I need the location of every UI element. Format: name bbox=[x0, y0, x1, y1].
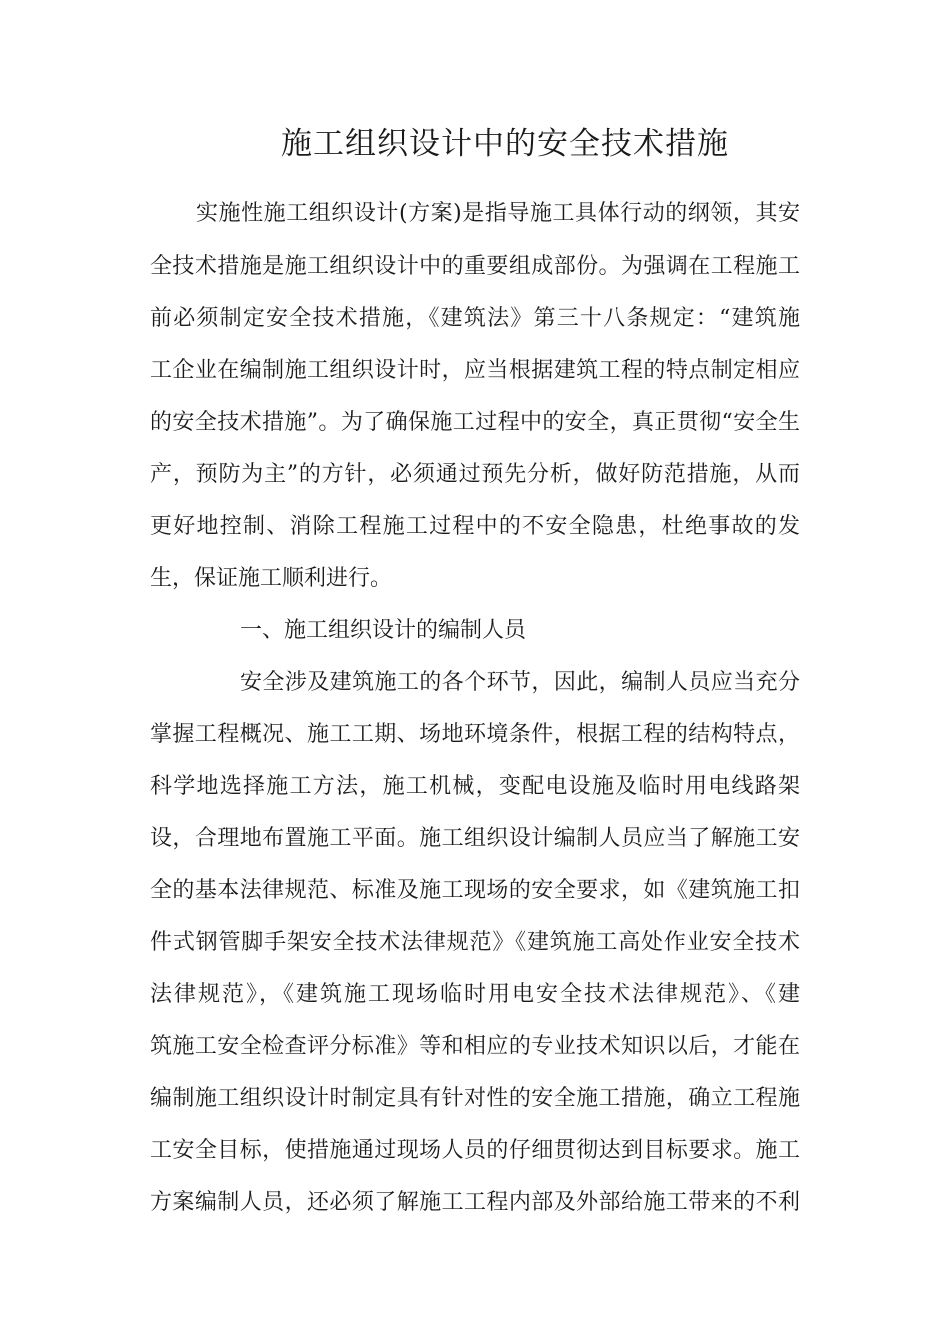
paragraph-line: 更好地控制、消除工程施工过程中的不安全隐患，杜绝事故的发 bbox=[150, 514, 800, 539]
paragraph-line: 科学地选择施工方法，施工机械，变配电设施及临时用电线路架 bbox=[150, 774, 800, 799]
paragraph-line: 全技术措施是施工组织设计中的重要组成部份。为强调在工程施工 bbox=[150, 254, 800, 279]
paragraph-line: 产，预防为主”的方针，必须通过预先分析，做好防范措施，从而 bbox=[150, 462, 800, 487]
section-heading: 一、施工组织设计的编制人员 bbox=[240, 618, 527, 643]
paragraph-line: 掌握工程概况、施工工期、场地环境条件，根据工程的结构特点， bbox=[150, 722, 800, 747]
paragraph-line: 件式钢管脚手架安全技术法律规范》《建筑施工高处作业安全技术 bbox=[150, 930, 800, 955]
paragraph-line: 设，合理地布置施工平面。施工组织设计编制人员应当了解施工安 bbox=[150, 826, 800, 851]
paragraph-line: 工企业在编制施工组织设计时，应当根据建筑工程的特点制定相应 bbox=[150, 358, 800, 383]
paragraph-line: 工安全目标，使措施通过现场人员的仔细贯彻达到目标要求。施工 bbox=[150, 1138, 800, 1163]
paragraph-line: 生，保证施工顺利进行。 bbox=[150, 566, 393, 591]
paragraph-line: 全的基本法律规范、标准及施工现场的安全要求，如《建筑施工扣 bbox=[150, 878, 800, 903]
paragraph-line: 安全涉及建筑施工的各个环节，因此，编制人员应当充分 bbox=[240, 670, 800, 695]
paragraph-line: 编制施工组织设计时制定具有针对性的安全施工措施，确立工程施 bbox=[150, 1086, 800, 1111]
paragraph-line: 的安全技术措施”。为了确保施工过程中的安全，真正贯彻“安全生 bbox=[150, 410, 800, 435]
paragraph-line: 筑施工安全检查评分标准》等和相应的专业技术知识以后，才能在 bbox=[150, 1034, 800, 1059]
document-title: 施工组织设计中的安全技术措施 bbox=[281, 126, 729, 162]
paragraph-line: 实施性施工组织设计(方案)是指导施工具体行动的纲领，其安 bbox=[196, 201, 800, 226]
paragraph-line: 法律规范》，《建筑施工现场临时用电安全技术法律规范》、《建 bbox=[150, 982, 800, 1007]
paragraph-line: 前必须制定安全技术措施，《建筑法》第三十八条规定：“建筑施 bbox=[150, 306, 800, 331]
paragraph-line: 方案编制人员，还必须了解施工工程内部及外部给施工带来的不利 bbox=[150, 1190, 800, 1215]
